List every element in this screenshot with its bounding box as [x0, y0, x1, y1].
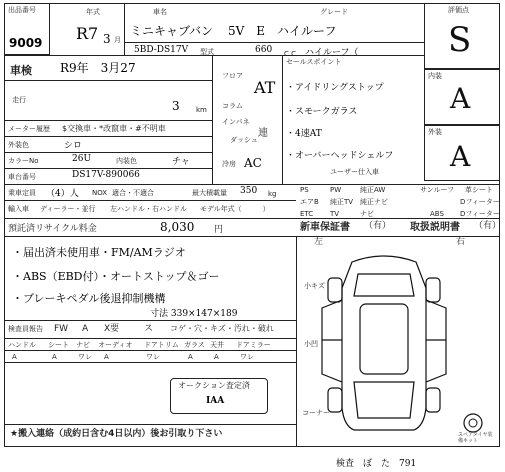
row-line-10	[4, 236, 500, 237]
import-label: 輸入車	[8, 205, 29, 213]
note-size: 寸法 339×147×189	[150, 309, 238, 319]
import-handle: 左ハンドル・右ハンドル	[110, 205, 187, 213]
note-3: ・ブレーキペダル後退抑制機構	[12, 292, 166, 305]
row-line-9	[4, 218, 500, 219]
nox-label: NOX	[92, 189, 108, 197]
int-header-2: シート	[48, 341, 69, 349]
inspector-chip-4: ス	[144, 324, 154, 334]
inspector-chip-3: X要	[104, 324, 120, 334]
warranty-label: 新車保証書	[300, 222, 350, 233]
row-line-4	[4, 136, 212, 137]
eval-label: 評価点	[448, 6, 469, 14]
int-value-8: ワレ	[240, 353, 254, 361]
row-line-2	[4, 80, 212, 81]
recycle-value: 8,030	[160, 220, 195, 234]
manual-label: 取扱説明書	[410, 222, 460, 233]
row-line-8	[4, 200, 296, 201]
row-line-14	[4, 362, 296, 363]
exterior-grade-label: 外装	[428, 128, 442, 136]
damage-labels: コゲ・穴・キズ・汚れ・破れ	[170, 324, 274, 333]
import-model-year: モデル年式（ ）	[200, 205, 270, 213]
lot-number: 9009	[9, 36, 43, 50]
int-header-1: ハンドル	[8, 341, 36, 349]
sales-item-4: ・オーバーヘッドシェルフ	[286, 151, 394, 161]
color-no-value: 26U	[72, 154, 92, 164]
equip-row1-3: 純正AW	[360, 186, 386, 194]
int-value-6: A	[188, 353, 193, 361]
int-header-4: オーディオ	[98, 341, 133, 349]
header-extra: ハイルーフ（	[305, 48, 359, 58]
meter-options: $交換車・*改竄車・#不明車	[62, 124, 166, 133]
diagram-divider	[296, 236, 297, 447]
bottom-scribble: 検査 ぼ た 791	[336, 459, 417, 469]
car-diagram	[314, 248, 454, 438]
diagram-left-label: 左	[314, 237, 324, 247]
manual-ari: （有）	[474, 221, 502, 231]
note-1: ・届出済未使用車・FM/AMラジオ	[12, 246, 186, 259]
dash-label: ダッシュ	[230, 136, 258, 144]
ac-label: 冷房	[222, 160, 236, 168]
equip-row2-4: Dフィーター	[460, 198, 500, 206]
footer-warning: ★搬入連絡（成約日含む4日以内）後お引取り下さい	[10, 429, 223, 439]
equip-row1-4: サンルーフ	[420, 186, 455, 194]
mileage-value: 3	[172, 99, 180, 113]
row-line-15	[4, 424, 296, 425]
equip-row1-5: 革シート	[465, 186, 493, 194]
equip-row2-2: 純正TV	[330, 198, 354, 206]
row-line-1	[4, 55, 424, 56]
interior-color-value: チャ	[172, 157, 190, 167]
grade-value: 5V E ハイルーフ	[228, 24, 337, 38]
sales-label: セールスポイント	[286, 58, 342, 66]
diagram-side-label: 小キズ	[304, 282, 325, 290]
mileage-label: 走行	[12, 96, 26, 104]
diagram-side-label2: 小凹	[304, 340, 318, 348]
color-no-label: カラーNo	[8, 157, 39, 165]
car-name-label: 車名	[153, 8, 167, 16]
header-row-line	[124, 42, 424, 43]
grade-label: グレード	[320, 8, 348, 16]
row-line-11	[4, 320, 296, 321]
sales-item-3: ・4速AT	[286, 129, 322, 139]
inspection-label: 車検	[10, 64, 32, 77]
corner-label: コーナー	[302, 409, 330, 417]
warranty-ari: （有）	[364, 221, 392, 231]
ac-value: AC	[244, 156, 262, 170]
equip-row2-3: 純正ナビ	[360, 198, 388, 206]
row-line-12	[4, 338, 296, 339]
user-purchase-label: ユーザー仕入車	[330, 168, 379, 176]
car-name-value: ミニキャブバン	[130, 24, 214, 38]
sales-item-1: ・アイドリングストップ	[286, 83, 384, 93]
chassis-label: 車台番号	[8, 173, 36, 181]
capacity-label: 乗車定員	[8, 189, 36, 197]
inspector-chip-1: FW	[54, 324, 69, 334]
sales-item-2: ・スモークガラス	[286, 107, 358, 117]
spare-label: スペアタイヤ装備キット	[458, 432, 493, 444]
sales-col-line	[282, 56, 283, 184]
recycle-label: 預託済リサイクル料金	[8, 224, 97, 234]
exterior-color-label: 外装色	[8, 141, 29, 149]
diagram-right-label: 右	[456, 237, 466, 247]
int-value-5: ワレ	[146, 353, 160, 361]
equip-row3-4: ABS	[430, 210, 444, 218]
equip-row1: PS	[300, 186, 309, 194]
int-value-1: A	[12, 353, 17, 361]
spare-tire-icon	[462, 412, 484, 434]
year-label: 年式	[86, 8, 100, 16]
note-2: ・ABS（EBD付）・オートストップ＆ゴー	[12, 270, 220, 283]
int-value-4: A	[104, 353, 109, 361]
inspector-chip-2: A	[82, 324, 89, 334]
row-line-5	[4, 152, 212, 153]
type-label: 型式	[200, 48, 214, 56]
equip-row1-2: PW	[330, 186, 342, 194]
int-header-8: ドアミラー	[236, 341, 271, 349]
int-header-7: 天井	[210, 341, 224, 349]
equip-row3-5: Dフィーター	[460, 210, 500, 218]
eval-value: S	[448, 20, 472, 60]
load-label: 最大積載量	[192, 189, 227, 197]
interior-color-label: 内装色	[116, 157, 137, 165]
inspection-value: R9年 3月27	[60, 61, 136, 75]
capacity-value: （4）人	[46, 189, 79, 199]
recycle-unit: 円	[214, 225, 224, 235]
month-unit: 月	[114, 36, 121, 44]
ren-label: 連	[258, 128, 268, 139]
equip-row2-1: エアB	[300, 198, 319, 206]
nox-value: 適合・不適合	[112, 189, 154, 197]
int-header-6: ガラス	[184, 341, 205, 349]
load-unit: kg	[268, 190, 277, 198]
stamp-title: オークション査定済	[178, 381, 250, 390]
lot-label: 出品番号	[8, 6, 36, 14]
exterior-grade-value: A	[450, 140, 471, 173]
int-header-5: ドアトリム	[144, 341, 179, 349]
trans-value: AT	[254, 78, 276, 97]
meter-label: メーター履歴	[8, 125, 50, 133]
int-value-3: ワレ	[78, 353, 92, 361]
int-value-7: A	[214, 353, 219, 361]
int-value-2: A	[52, 353, 57, 361]
equip-row3-1: ETC	[300, 210, 314, 218]
equip-row3-2: TV	[330, 210, 340, 218]
import-dealer: ディーラー・並行	[40, 205, 96, 213]
cc-unit: C.C.	[284, 50, 299, 58]
row-line-7	[4, 184, 500, 185]
load-value: 350	[240, 186, 258, 196]
equip-row3-3: ナビ	[360, 210, 374, 218]
mid-col-line-1	[212, 56, 213, 184]
header-divider-1	[124, 3, 125, 55]
floor-label: フロア	[222, 72, 243, 80]
row-line-3	[4, 120, 212, 121]
year-value: R7	[76, 24, 99, 43]
chassis-value: DS17V-890066	[72, 170, 140, 180]
row-line-13	[4, 350, 296, 351]
stamp-logo: IAA	[206, 396, 225, 406]
mileage-unit: km	[196, 106, 207, 114]
interior-grade-value: A	[450, 82, 471, 115]
int-header-3: ナビ	[76, 341, 90, 349]
inspector-label: 検査員報告	[8, 325, 43, 333]
cc-value: 660	[255, 45, 273, 55]
exterior-color-value: シロ	[64, 141, 83, 151]
column-label: コラム	[222, 102, 243, 110]
interior-grade-label: 内装	[428, 72, 442, 80]
month-value: 3	[103, 32, 111, 46]
type-value: 5BD-DS17V	[134, 45, 189, 55]
row-line-6	[4, 168, 212, 169]
inpan-label: インパネ	[222, 118, 250, 126]
